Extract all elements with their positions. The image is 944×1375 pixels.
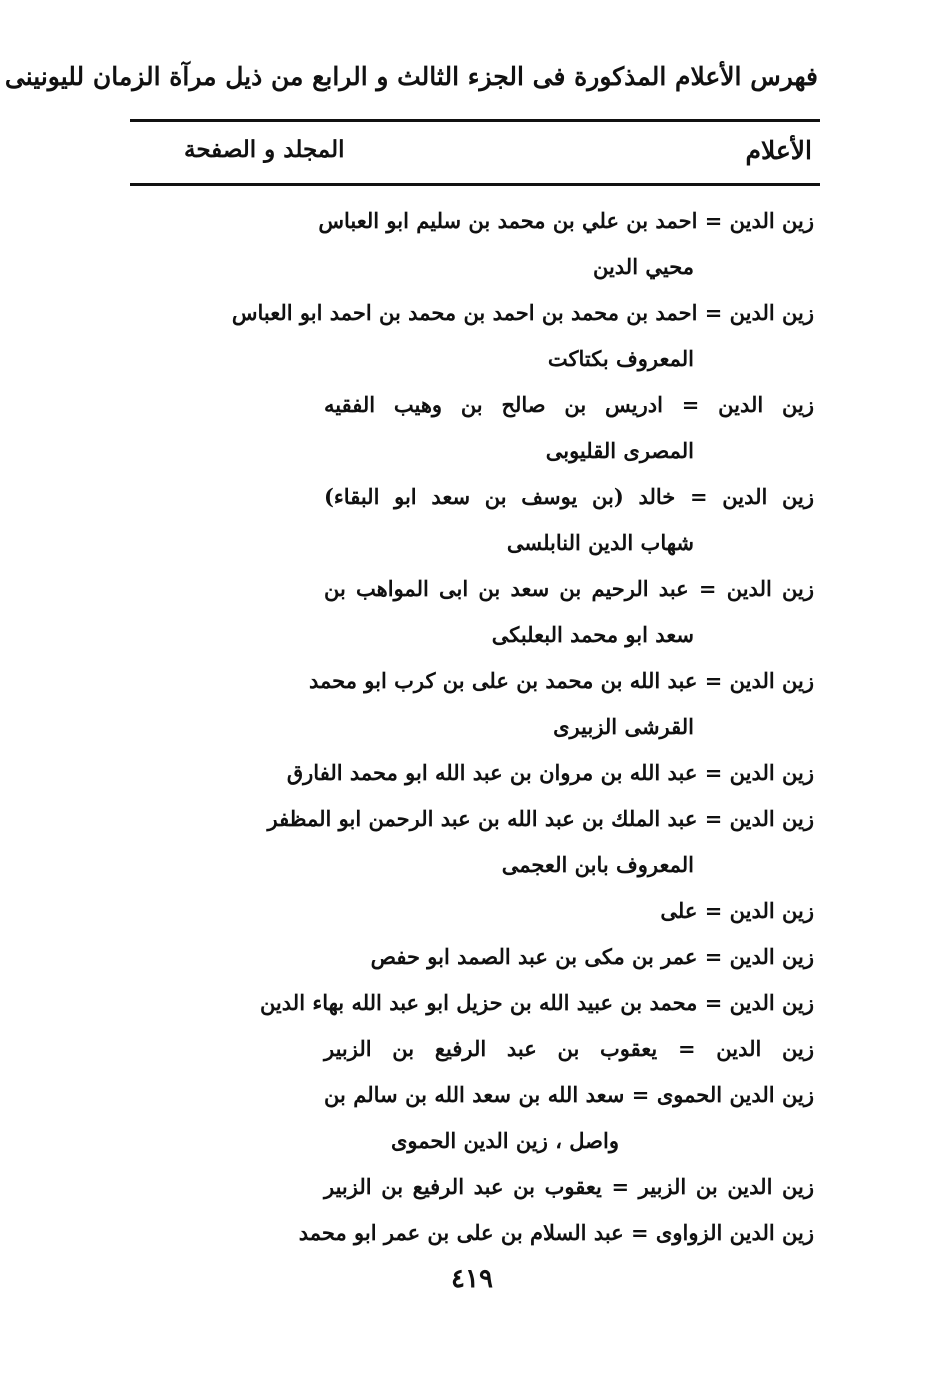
entry-continuation-line: واصل ، زين الدين الحموى (390, 1128, 619, 1153)
entry-continuation-line: سعد ابو محمد البعلبكى (491, 622, 694, 647)
index-entry (324, 888, 814, 934)
entry-continuation-line: المصرى القليوبى (545, 438, 694, 463)
column-heading-names: الأعلام (745, 136, 812, 165)
entry-continuation-line: شهاب الدين النابلسى (506, 530, 694, 555)
index-entry (324, 566, 814, 658)
entry-main-line: زين الدين = عبد الله بن مروان بن عبد الله ابو محمد الفارق (286, 760, 814, 785)
entry-continuation-line: المعروف بكتاكت (547, 346, 694, 371)
index-entry (324, 1026, 814, 1072)
index-entry (298, 1210, 814, 1256)
index-entry (324, 382, 814, 474)
index-entry (286, 750, 814, 796)
index-entry (324, 934, 814, 980)
entry-main-line: زين الدين = ادريس بن صالح بن وهيب الفقيه (324, 392, 814, 417)
entry-main-line: زين الدين = يعقوب بن عبد الرفيع بن الزبير (324, 1036, 814, 1061)
entry-main-line: زين الدين = خالد (بن يوسف بن سعد ابو البقاء) (324, 484, 814, 509)
index-entries (231, 198, 814, 1256)
entry-continuation-line: محيي الدين (592, 254, 694, 279)
index-entry (324, 1164, 814, 1210)
entry-main-line: زين الدين = على (660, 898, 814, 923)
entry-main-line: زين الدين = عبد الرحيم بن سعد بن ابى المواهب بن (324, 576, 814, 601)
entry-main-line: زين الدين = احمد بن محمد بن احمد بن محمد بن احمد ابو العباس (231, 300, 814, 325)
entry-main-line: زين الدين الحموى = سعد الله بن سعد الله بن سالم بن (324, 1082, 814, 1107)
entry-main-line: زين الدين = عبد الله بن محمد بن على بن كرب ابو محمد (308, 668, 814, 693)
header-bottom-rule (130, 183, 820, 186)
entry-main-line: زين الدين = محمد بن عبيد الله بن حزيل ابو عبد الله بهاء الدين (259, 990, 814, 1015)
index-entry (324, 1072, 814, 1164)
entry-main-line: زين الدين = احمد بن علي بن محمد بن سليم ابو العباس (318, 208, 814, 233)
index-entry (318, 198, 814, 290)
entry-main-line: زين الدين الزواوى = عبد السلام بن على بن عمر ابو محمد (298, 1220, 814, 1245)
index-entry (267, 796, 814, 888)
index-entry (231, 290, 814, 382)
entry-continuation-line: القرشى الزبيرى (553, 714, 694, 739)
running-title: فهرس الأعلام المذكورة فى الجزء الثالث و الرابع من ذيل مرآة الزمان لليونينى (4, 62, 818, 91)
entry-main-line: زين الدين بن الزبير = يعقوب بن عبد الرفيع بن الزبير (324, 1174, 814, 1199)
header-top-rule (130, 119, 820, 122)
entry-main-line: زين الدين = عبد الملك بن عبد الله بن عبد الرحمن ابو المظفر (267, 806, 814, 831)
index-entry (259, 980, 814, 1026)
page-number: ٤١٩ (451, 1264, 493, 1294)
entry-continuation-line: المعروف بابن العجمى (501, 852, 694, 877)
index-entry (324, 474, 814, 566)
entry-main-line: زين الدين = عمر بن مكى بن عبد الصمد ابو حفص (370, 944, 814, 969)
index-entry (308, 658, 814, 750)
column-heading-volume-page: المجلد و الصفحة (184, 136, 345, 163)
